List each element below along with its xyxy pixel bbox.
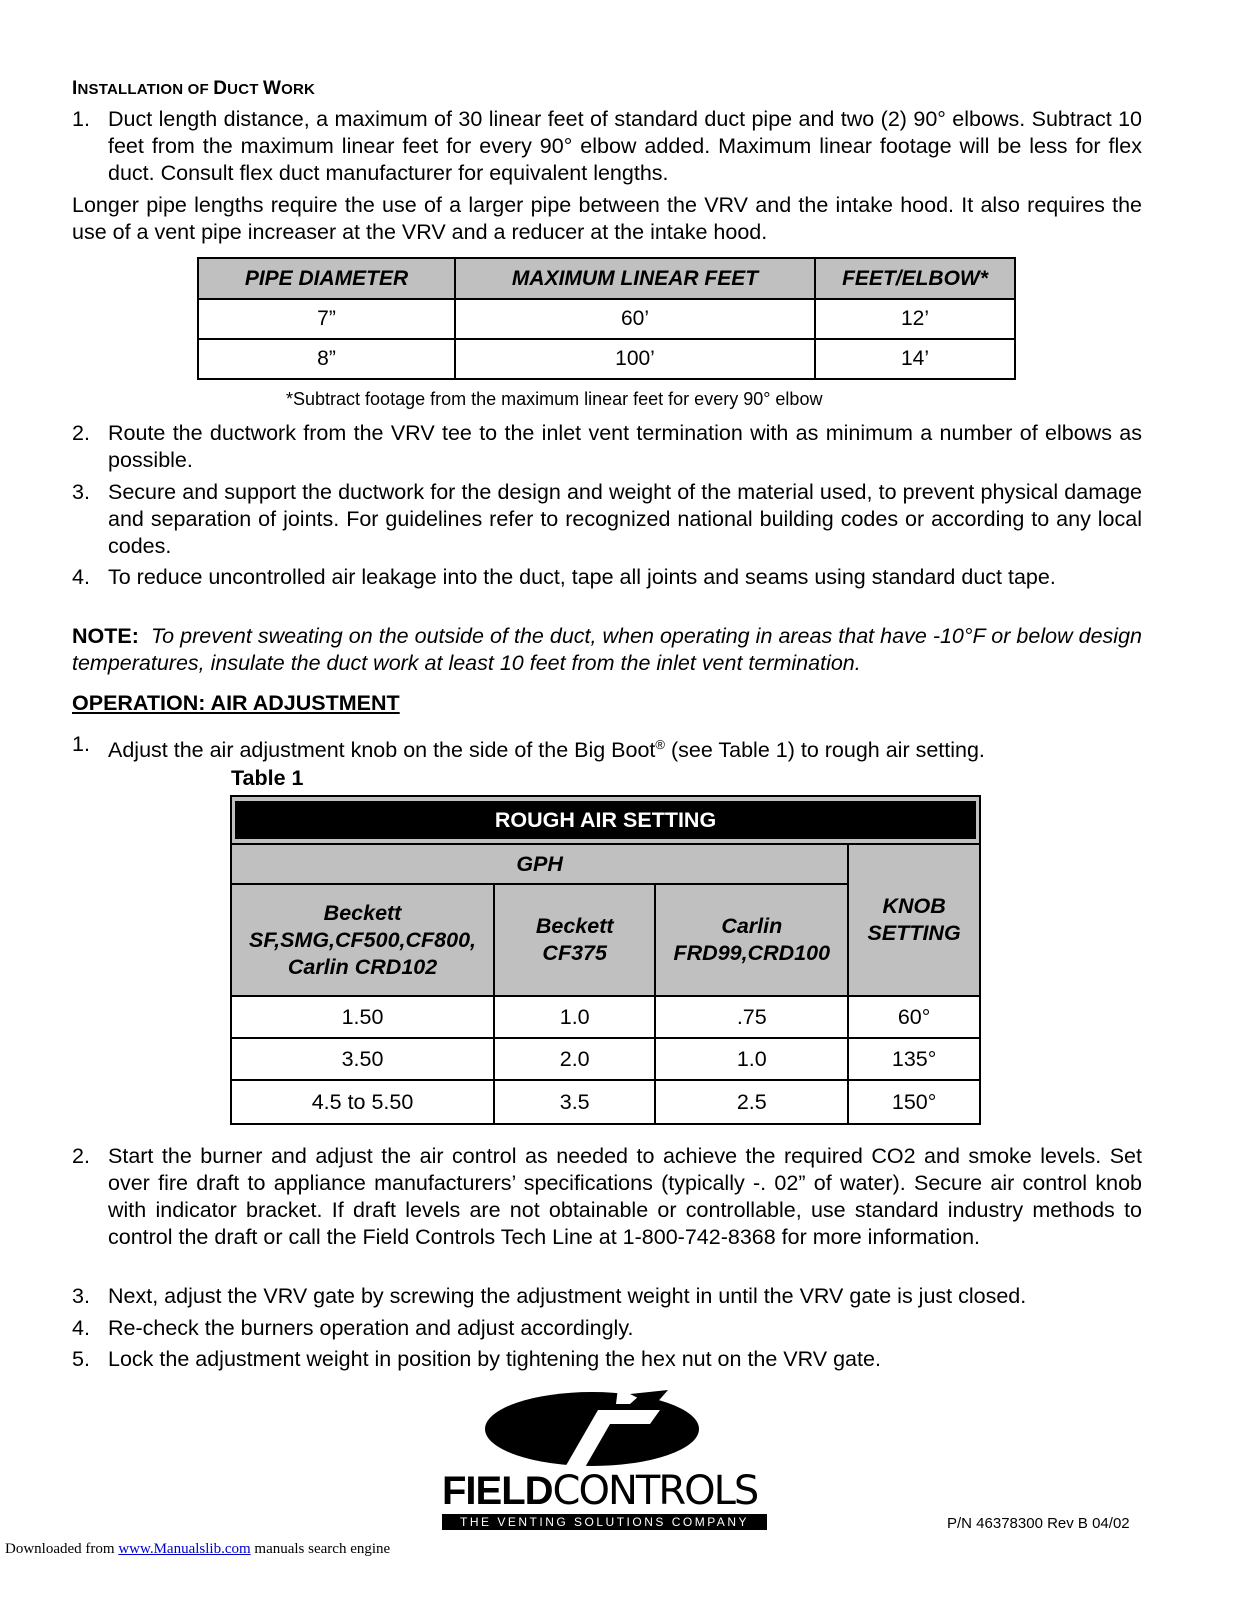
duct-paragraph: Longer pipe lengths require the use of a larger pipe between the VRV and the intake hood. It also requires the use of a vent pipe increaser at the VRV and a reducer at the intake hood. xyxy=(72,193,1142,244)
duct-item-4 xyxy=(72,564,1142,591)
gph-header: GPH xyxy=(231,844,848,884)
registered-mark: ® xyxy=(655,737,665,752)
operation-item-5 xyxy=(72,1346,1142,1373)
table-title: ROUGH AIR SETTING xyxy=(235,801,976,839)
operation-item-4 xyxy=(72,1315,1142,1342)
list-number: 3. xyxy=(72,480,90,504)
column-header-carlin: Carlin FRD99,CRD100 xyxy=(655,884,848,996)
list-number: 5. xyxy=(72,1347,90,1371)
operation-item-3 xyxy=(72,1283,1142,1310)
note-label: NOTE: xyxy=(72,624,139,648)
table-row xyxy=(231,1080,980,1124)
table-cell: .75 xyxy=(655,996,848,1038)
list-number: 4. xyxy=(72,1316,90,1340)
list-number: 1. xyxy=(72,107,90,131)
field-controls-logo xyxy=(440,1384,772,1534)
download-footer: Downloaded from www.Manualslib.com manuals search engine xyxy=(5,1541,391,1557)
table-header-row xyxy=(198,258,1015,299)
list-text: To reduce uncontrolled air leakage into the duct, tape all joints and seams using standard duct tape. xyxy=(108,565,1056,589)
table-title-row xyxy=(231,796,980,844)
table-row xyxy=(231,996,980,1038)
list-text: Route the ductwork from the VRV tee to the inlet vent termination with as minimum a number of elbows as possible. xyxy=(108,421,1142,472)
header-max-linear-feet: MAXIMUM LINEAR FEET xyxy=(455,258,815,299)
list-text: Next, adjust the VRV gate by screwing the adjustment weight in until the VRV gate is just closed. xyxy=(108,1284,1027,1308)
list-text: Re-check the burners operation and adjust accordingly. xyxy=(108,1316,634,1340)
table-cell: 1.0 xyxy=(655,1038,848,1080)
table-cell: 135° xyxy=(848,1038,980,1080)
table-label: Table 1 xyxy=(231,766,304,790)
list-text: Lock the adjustment weight in position by tightening the hex nut on the VRV gate. xyxy=(108,1347,881,1371)
duct-section-heading: INSTALLATION OF DUCT WORK xyxy=(72,78,316,99)
column-header-beckett-cf375: Beckett CF375 xyxy=(494,884,655,996)
knob-setting-header: KNOB SETTING xyxy=(848,844,980,996)
table-cell: 2.0 xyxy=(494,1038,655,1080)
rough-air-table xyxy=(230,795,981,1125)
list-number: 4. xyxy=(72,565,90,589)
table-cell: 100’ xyxy=(455,339,815,379)
manualslib-link[interactable]: www.Manualslib.com xyxy=(118,1541,251,1557)
list-number: 1. xyxy=(72,732,90,756)
table-cell: 7” xyxy=(198,299,455,339)
note-text: To prevent sweating on the outside of the duct, when operating in areas that have -10°F or below design temperatures, insulate the duct work at least 10 feet from the inlet vent termination. xyxy=(72,624,1142,675)
operation-item-2 xyxy=(72,1143,1142,1251)
duct-item-2 xyxy=(72,420,1142,474)
table-row xyxy=(231,1038,980,1080)
table-cell: 1.50 xyxy=(231,996,494,1038)
table-cell: 150° xyxy=(848,1080,980,1124)
list-number: 2. xyxy=(72,421,90,445)
logo-wordmark: FIELDCONTROLS xyxy=(442,1468,758,1514)
table-cell: 14’ xyxy=(815,339,1015,379)
note-paragraph xyxy=(72,623,1142,677)
duct-item-1 xyxy=(72,106,1142,187)
table-title-cell xyxy=(231,796,980,844)
logo-tagline: THE VENTING SOLUTIONS COMPANY xyxy=(442,1514,767,1530)
table-cell: 8” xyxy=(198,339,455,379)
operation-heading: OPERATION: AIR ADJUSTMENT xyxy=(72,691,400,715)
list-text: Adjust the air adjustment knob on the side of the Big Boot® (see Table 1) to rough air setting. xyxy=(108,737,985,763)
table-cell: 3.5 xyxy=(494,1080,655,1124)
operation-item-1 xyxy=(72,731,1142,764)
list-text: Start the burner and adjust the air control as needed to achieve the required CO2 and smoke levels. Set over fire draft to appliance manufacturers’ specifications (typically -. 02” of water). Secure air control knob with indicator bracket. If draft levels are not obtainable or controllable, use standard industry methods to control the draft or call the Field Controls Tech Line at 1-800-742-8368 for more information. xyxy=(108,1144,1142,1249)
table-cell: 4.5 to 5.50 xyxy=(231,1080,494,1124)
list-number: 3. xyxy=(72,1284,90,1308)
table-cell: 3.50 xyxy=(231,1038,494,1080)
duct-item-3 xyxy=(72,479,1142,560)
table-cell: 2.5 xyxy=(655,1080,848,1124)
pipe-table xyxy=(197,257,1016,380)
table-cell: 60’ xyxy=(455,299,815,339)
table-row xyxy=(198,339,1015,379)
list-text: Duct length distance, a maximum of 30 linear feet of standard duct pipe and two (2) 90° elbows. Subtract 10 feet from the maximum linear feet for every 90° elbow added. Maximum linear footage will be less for flex duct. Consult flex duct manufacturer for equivalent lengths. xyxy=(108,107,1142,185)
table-row xyxy=(198,299,1015,339)
table-cell: 1.0 xyxy=(494,996,655,1038)
header-pipe-diameter: PIPE DIAMETER xyxy=(198,258,455,299)
list-text: Secure and support the ductwork for the design and weight of the material used, to prevent physical damage and separation of joints. For guidelines refer to recognized national building codes or according to any local codes. xyxy=(108,480,1142,558)
header-feet-elbow: FEET/ELBOW* xyxy=(815,258,1015,299)
table-header-row xyxy=(231,844,980,884)
table-cell: 12’ xyxy=(815,299,1015,339)
pipe-table-footnote: *Subtract footage from the maximum linear feet for every 90° elbow xyxy=(286,389,823,409)
table-cell: 60° xyxy=(848,996,980,1038)
part-number: P/N 46378300 Rev B 04/02 xyxy=(947,1515,1130,1532)
list-number: 2. xyxy=(72,1144,90,1168)
column-header-beckett-sf: Beckett SF,SMG,CF500,CF800, Carlin CRD102 xyxy=(231,884,494,996)
